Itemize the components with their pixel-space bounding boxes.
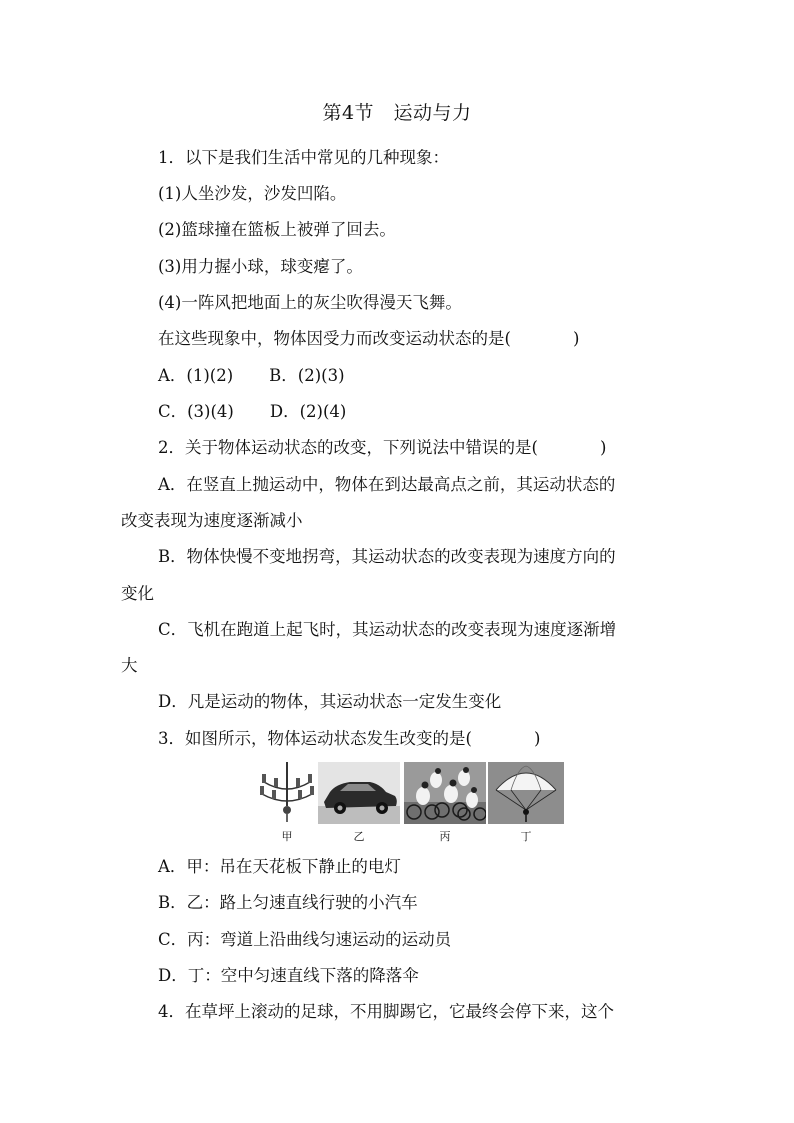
q2-option-c-line2: 大 xyxy=(121,656,138,675)
q3-option-c: C．丙：弯道上沿曲线匀速运动的运动员 xyxy=(158,930,452,949)
q1-question-text: 在这些现象中，物体因受力而改变运动状态的是( xyxy=(158,329,511,348)
q2-close-paren: ) xyxy=(599,438,607,457)
q2-option-d: D．凡是运动的物体，其运动状态一定发生变化 xyxy=(158,692,502,711)
q2-option-b-line1: B．物体快慢不变地拐弯，其运动状态的改变表现为速度方向的 xyxy=(158,547,616,566)
q1-options-cd xyxy=(158,400,346,424)
q1-close-paren: ) xyxy=(572,329,580,348)
q3-stem xyxy=(158,727,540,751)
q2-stem xyxy=(158,436,606,460)
figure-label-yi: 乙 xyxy=(353,830,365,843)
q2-option-c-line1: C．飞机在跑道上起飞时，其运动状态的改变表现为速度逐渐增 xyxy=(158,620,617,639)
q3-option-d: D．丁：空中匀速直线下落的降落伞 xyxy=(158,966,419,985)
q3-close-paren: ) xyxy=(533,729,541,748)
cyclists-image xyxy=(404,762,486,824)
q1-options-ab xyxy=(158,364,345,388)
figure-label-jia: 甲 xyxy=(281,830,293,843)
q4-stem: 4．在草坪上滚动的足球，不用脚踢它，它最终会停下来，这个 xyxy=(158,1002,614,1021)
q1-option-c: C．(3)(4) xyxy=(158,402,234,421)
q1-item-2: (2)篮球撞在篮板上被弹了回去。 xyxy=(158,220,396,239)
parachute-image xyxy=(488,762,564,824)
page-title: 第4节 运动与力 xyxy=(322,102,472,124)
q1-stem: 1．以下是我们生活中常见的几种现象： xyxy=(158,148,449,167)
q2-option-b-line2: 变化 xyxy=(121,584,154,603)
q2-option-a-line2: 改变表现为速度逐渐减小 xyxy=(121,511,303,530)
figure-label-ding: 丁 xyxy=(520,830,532,843)
q1-option-a: A．(1)(2) xyxy=(158,366,234,385)
q1-option-b: B．(2)(3) xyxy=(269,366,345,385)
figure-label-bing: 丙 xyxy=(439,830,451,843)
q2-stem-text: 2．关于物体运动状态的改变，下列说法中错误的是( xyxy=(158,438,538,457)
q1-option-d: D．(2)(4) xyxy=(269,402,347,421)
q1-item-3: (3)用力握小球，球变瘪了。 xyxy=(158,257,363,276)
q1-item-4: (4)一阵风把地面上的灰尘吹得漫天飞舞。 xyxy=(158,293,462,312)
q2-option-a-line1: A．在竖直上抛运动中，物体在到达最高点之前，其运动状态的 xyxy=(158,475,616,494)
car-image xyxy=(318,762,400,824)
q3-option-a: A．甲：吊在天花板下静止的电灯 xyxy=(158,857,401,876)
q3-stem-text: 3．如图所示，物体运动状态发生改变的是( xyxy=(158,729,472,748)
q3-figure xyxy=(258,762,564,844)
q1-item-1: (1)人坐沙发，沙发凹陷。 xyxy=(158,184,347,203)
q1-question xyxy=(158,327,579,351)
chandelier-image xyxy=(258,762,316,824)
q3-option-b: B．乙：路上匀速直线行驶的小汽车 xyxy=(158,893,418,912)
